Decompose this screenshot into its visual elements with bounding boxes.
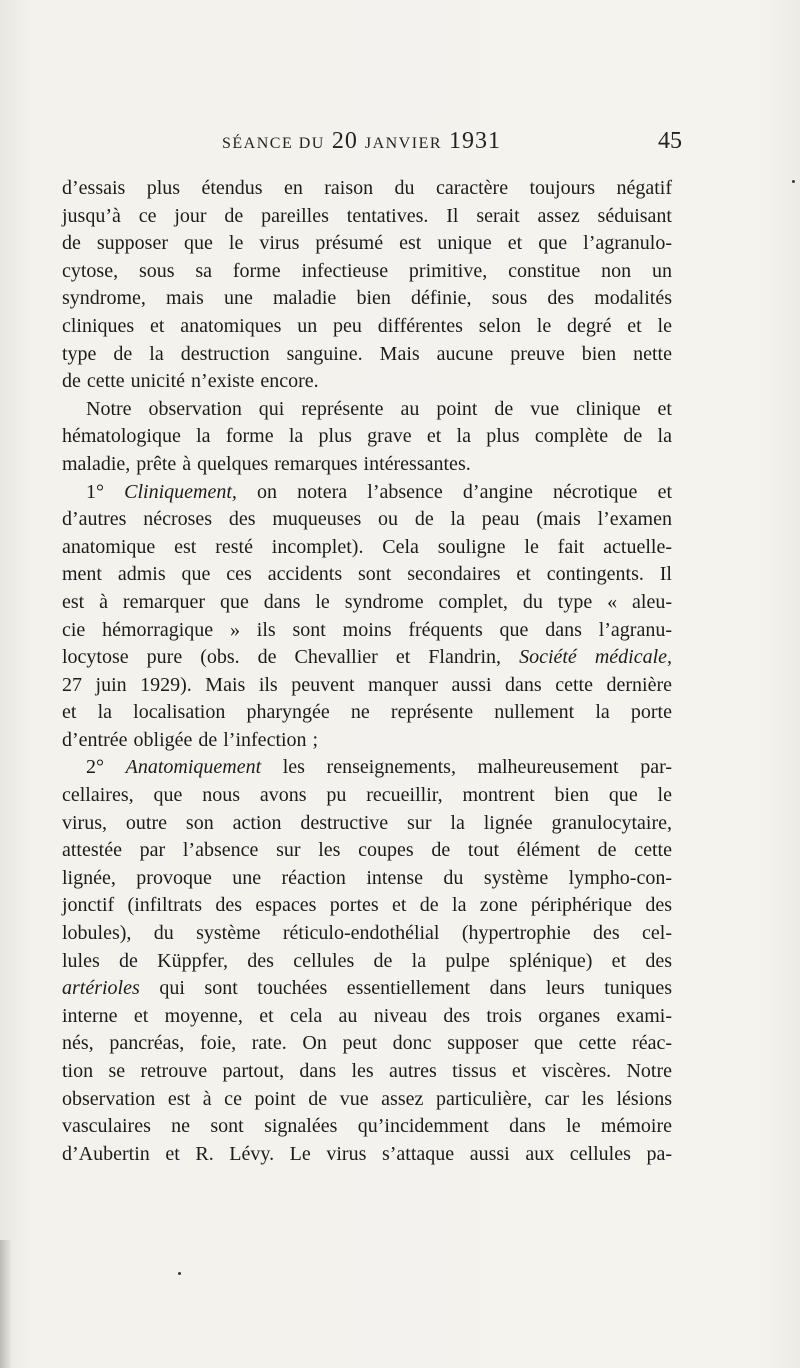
running-head [62, 128, 682, 162]
text-line: anatomique est resté incomplet). Cela souligne le fait actuelle- [62, 535, 672, 558]
running-title-month: JANVIER [364, 135, 443, 152]
text-line: lobules), du système réticulo-endothélial (hypertrophie des cel- [62, 922, 672, 945]
text-run: on notera l’absence d’angine nécrotique et [236, 480, 672, 503]
text-line: est à remarquer que dans le syndrome complet, du type « aleu- [62, 590, 672, 613]
text-line: et la localisation pharyngée ne représente nullement la porte [62, 701, 672, 724]
text-line: de supposer que le virus présumé est unique et que l’agranulo- [62, 232, 672, 255]
text-line: maladie, prête à quelques remarques intéressantes. [62, 452, 471, 475]
text-line: interne et moyenne, et cela au niveau des trois organes exami- [62, 1004, 672, 1027]
scan-speck [178, 1272, 181, 1275]
text-line: jonctif (infiltrats des espaces portes et de la zone périphérique des [62, 894, 672, 917]
text-line: attestée par l’absence sur les coupes de tout élément de cette [62, 839, 672, 862]
text-line: Notre observation qui représente au point de vue clinique et [86, 397, 672, 420]
italic-term: Société médicale, [519, 646, 672, 669]
page-number: 45 [658, 128, 682, 154]
text-run: locytose pure (obs. de Chevallier et Flandrin, [62, 646, 520, 669]
text-line-mixed [62, 975, 672, 1003]
text-line: lules de Küppfer, des cellules de la pulpe splénique) et des [62, 949, 672, 972]
text-line: ment admis que ces accidents sont secondaires et contingents. Il [62, 563, 672, 586]
list-marker: 2° [86, 756, 126, 779]
running-title-year: 1931 [449, 128, 502, 154]
italic-term: Anatomiquement [125, 756, 262, 779]
text-line: d’autres nécroses des muqueuses ou de la peau (mais l’examen [62, 508, 672, 531]
text-line-mixed [62, 479, 672, 507]
italic-term: artérioles [62, 977, 140, 1000]
body-text [62, 175, 672, 1168]
text-line: type de la destruction sanguine. Mais aucune preuve bien nette [62, 342, 672, 365]
text-line: d’entrée obligée de l’infection ; [62, 728, 319, 751]
text-line: syndrome, mais une maladie bien définie, sous des modalités [62, 287, 672, 310]
text-line: observation est à ce point de vue assez particulière, car les lésions [62, 1087, 672, 1110]
running-title-prefix: SÉANCE DU [222, 135, 325, 152]
text-line: lignée, provoque une réaction intense du système lympho-con- [62, 866, 672, 889]
text-line: d’essais plus étendus en raison du caractère toujours négatif [62, 177, 672, 199]
text-line: virus, outre son action destructive sur la lignée granulocytaire, [62, 811, 672, 834]
text-line: jusqu’à ce jour de pareilles tentatives. Il serait assez séduisant [62, 204, 672, 227]
text-line: de cette unicité n’existe encore. [62, 370, 319, 393]
running-title [222, 128, 501, 155]
running-title-day: 20 [331, 128, 358, 154]
text-line: hématologique la forme la plus grave et la plus complète de la [62, 425, 672, 448]
list-marker: 1° [86, 480, 125, 503]
text-line: cytose, sous sa forme infectieuse primitive, constitue non un [62, 259, 672, 282]
text-line: cie hémorragique » ils sont moins fréquents que dans l’agranu- [62, 618, 672, 641]
text-line: tion se retrouve partout, dans les autres tissus et viscères. Notre [62, 1060, 672, 1082]
text-line: cellaires, que nous avons pu recueillir, montrent bien que le [62, 784, 672, 807]
scan-speck [792, 180, 795, 183]
italic-term: Cliniquement, [124, 480, 237, 503]
text-line: nés, pancréas, foie, rate. On peut donc supposer que cette réac- [62, 1032, 672, 1055]
text-line: d’Aubertin et R. Lévy. Le virus s’attaque aussi aux cellules pa- [62, 1142, 672, 1165]
text-line-mixed [62, 644, 672, 672]
text-run: les renseignements, malheureusement par- [261, 756, 673, 779]
text-run: qui sont touchées essentiellement dans leurs tuniques [139, 977, 672, 1000]
text-line: cliniques et anatomiques un peu différentes selon le degré et le [62, 314, 672, 337]
scan-shadow [0, 1240, 12, 1368]
text-line: 27 juin 1929). Mais ils peuvent manquer aussi dans cette dernière [62, 673, 672, 696]
text-line-mixed [62, 754, 672, 782]
text-line: vasculaires ne sont signalées qu’incidemment dans le mémoire [62, 1115, 672, 1138]
